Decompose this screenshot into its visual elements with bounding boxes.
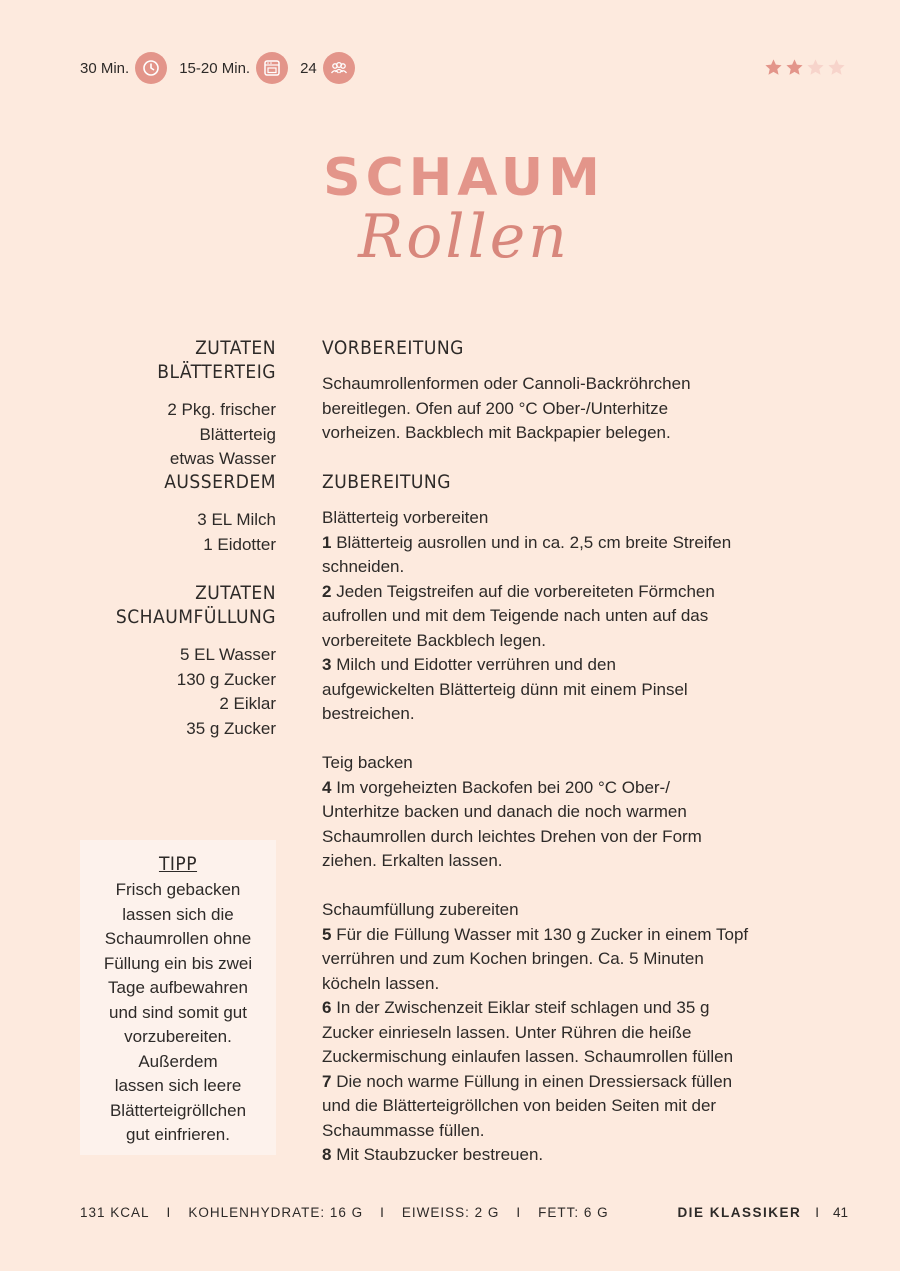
nutrition-value: FETT: 6 G <box>538 1205 609 1220</box>
preparation-text <box>322 372 792 446</box>
footer-separator: I <box>380 1205 385 1220</box>
tip-line: Tage aufbewahren <box>108 978 248 997</box>
text-line: köcheln lassen. <box>322 973 440 993</box>
preparation-heading: VORBEREITUNG <box>322 337 464 359</box>
method-step <box>322 531 792 580</box>
ingredient-item: 2 Eiklar <box>219 694 276 713</box>
servings <box>300 52 355 84</box>
star-filled-icon <box>764 58 783 77</box>
nutrition-value: EIWEISS: 2 G <box>401 1205 500 1220</box>
tip-line: Füllung ein bis zwei <box>103 953 253 973</box>
text-line: Schaummasse füllen. <box>322 1120 485 1140</box>
subsection-title: Teig backen <box>322 753 413 772</box>
text-line: 7 Die noch warme Füllung in einen Dressiersack füllen <box>322 1071 733 1091</box>
prep-time-label: 30 Min. <box>80 59 130 77</box>
tip-box <box>80 840 276 1155</box>
star-empty-icon <box>806 58 825 77</box>
footer-separator: I <box>166 1205 172 1220</box>
ingredient-item: 130 g Zucker <box>176 669 276 689</box>
ingredient-list <box>80 398 276 472</box>
text-line: 1 Blätterteig ausrollen und in ca. 2,5 cm breite Streifen <box>322 532 732 552</box>
tip-line: Schaumrollen ohne <box>104 929 252 948</box>
subsection-title: Blätterteig vorbereiten <box>322 508 489 527</box>
tip-line: und sind somit gut <box>109 1002 247 1022</box>
tip-heading: TIPP <box>158 853 198 875</box>
footer-separator: I <box>516 1205 522 1220</box>
nutrition-info <box>80 1205 609 1220</box>
method-subsection <box>322 506 792 727</box>
tip-line: vorzubereiten. <box>124 1027 232 1046</box>
method-subsection <box>322 898 792 1168</box>
ingredient-item: 1 Eidotter <box>203 534 276 554</box>
subsection-title: Schaumfüllung zubereiten <box>322 900 519 919</box>
ingredients-heading <box>80 336 276 384</box>
text-line: schneiden. <box>322 557 405 576</box>
ingredients-block-blaetterteig <box>80 336 276 472</box>
footer-separator: I <box>815 1205 819 1220</box>
text-line: 2 Jeden Teigstreifen auf die vorbereiteten Förmchen <box>322 581 715 601</box>
ingredient-item: 3 EL Milch <box>197 510 276 529</box>
heading-line: ZUTATEN BLÄTTERTEIG <box>157 337 276 383</box>
recipe-meta-bar <box>80 52 367 84</box>
tip-text <box>80 878 276 1148</box>
heading-line: ZUTATEN <box>195 582 276 604</box>
page-footer <box>677 1205 848 1220</box>
text-line: ziehen. Erkalten lassen. <box>322 851 503 870</box>
step-number: 8 <box>322 1145 332 1164</box>
text-line: Zucker einrieseln lassen. Unter Rühren die heiße <box>322 1022 692 1042</box>
method-step <box>322 923 792 997</box>
heading-line: AUSSERDEM <box>164 471 276 493</box>
ingredient-item: 35 g Zucker <box>186 718 276 738</box>
tip-line: gut einfrieren. <box>126 1125 230 1144</box>
text-line: Zuckermischung einlaufen lassen. Schaumrollen füllen <box>322 1047 734 1066</box>
ingredients-block-ausserdem <box>80 470 276 557</box>
step-number: 5 <box>322 924 332 944</box>
method-section <box>322 470 792 1168</box>
section-name: DIE KLASSIKER <box>677 1205 802 1220</box>
step-number: 6 <box>322 998 332 1017</box>
text-line: bereitlegen. Ofen auf 200 °C Ober-/Unterhitze <box>322 398 669 418</box>
ingredient-item: 5 EL Wasser <box>179 645 276 664</box>
method-step <box>322 1070 792 1144</box>
difficulty-rating <box>764 58 846 77</box>
text-line: 5 Für die Füllung Wasser mit 130 g Zucker in einem Topf <box>322 924 749 944</box>
step-number: 4 <box>322 777 332 797</box>
star-filled-icon <box>785 58 804 77</box>
method-step <box>322 580 792 654</box>
text-line: Unterhitze backen und danach die noch warmen <box>322 802 687 821</box>
text-line: Schaumrollen durch leichtes Drehen von der Form <box>322 826 702 846</box>
tip-line: lassen sich die <box>122 904 234 924</box>
step-number: 3 <box>322 655 332 674</box>
people-icon <box>323 52 355 84</box>
method-step <box>322 776 792 874</box>
text-line: 3 Milch und Eidotter verrühren und den <box>322 655 616 674</box>
text-line: vorheizen. Backblech mit Backpapier belegen. <box>322 423 671 442</box>
ingredient-item: 2 Pkg. frischer <box>167 400 276 419</box>
method-step <box>322 1143 792 1168</box>
page-title-script: Rollen <box>358 202 570 272</box>
step-number: 2 <box>322 581 332 601</box>
text-line: aufgewickelten Blätterteig dünn mit einem Pinsel <box>322 679 688 699</box>
tip-line: Blätterteigröllchen <box>109 1100 247 1120</box>
ingredient-list <box>80 643 276 741</box>
ingredient-list <box>80 508 276 557</box>
preparation-section <box>322 336 792 446</box>
step-number: 7 <box>322 1071 332 1091</box>
text-line: vorbereitete Backblech legen. <box>322 630 546 650</box>
text-line: und die Blätterteigröllchen von beiden Seiten mit der <box>322 1096 717 1115</box>
page-title: SCHAUM <box>323 148 605 208</box>
step-number: 1 <box>322 532 332 552</box>
prep-time <box>80 52 167 84</box>
ingredients-heading <box>80 470 276 494</box>
star-empty-icon <box>827 58 846 77</box>
tip-line: Frisch gebacken <box>115 880 241 899</box>
clock-icon <box>135 52 167 84</box>
bake-time <box>179 52 288 84</box>
oven-icon <box>256 52 288 84</box>
heading-line: SCHAUMFÜLLUNG <box>115 606 276 628</box>
tip-line: Außerdem <box>138 1051 218 1071</box>
text-line: 4 Im vorgeheizten Backofen bei 200 °C Ober-/ <box>322 777 670 797</box>
bake-time-label: 15-20 Min. <box>179 59 251 77</box>
ingredients-block-schaumfuellung <box>80 581 276 741</box>
servings-label: 24 <box>300 59 317 77</box>
text-line: 8 Mit Staubzucker bestreuen. <box>322 1145 544 1164</box>
tip-line: lassen sich leere <box>114 1076 242 1095</box>
ingredient-item: Blätterteig <box>199 424 276 444</box>
ingredients-heading <box>80 581 276 629</box>
ingredient-item: etwas Wasser <box>169 449 276 468</box>
page-number: 41 <box>832 1205 848 1220</box>
text-line: bestreichen. <box>322 704 415 723</box>
method-heading: ZUBEREITUNG <box>322 471 451 493</box>
text-line: Schaumrollenformen oder Cannoli-Backröhrchen <box>322 374 691 393</box>
method-step <box>322 996 792 1070</box>
text-line: 6 In der Zwischenzeit Eiklar steif schlagen und 35 g <box>322 998 710 1017</box>
method-subsection <box>322 751 792 874</box>
nutrition-value: 131 KCAL <box>80 1205 150 1220</box>
method-steps <box>322 506 792 1168</box>
text-line: verrühren und zum Kochen bringen. Ca. 5 Minuten <box>322 949 704 968</box>
nutrition-value: KOHLENHYDRATE: 16 G <box>188 1205 364 1220</box>
text-line: aufrollen und mit dem Teigende nach unten auf das <box>322 606 709 625</box>
method-step <box>322 653 792 727</box>
